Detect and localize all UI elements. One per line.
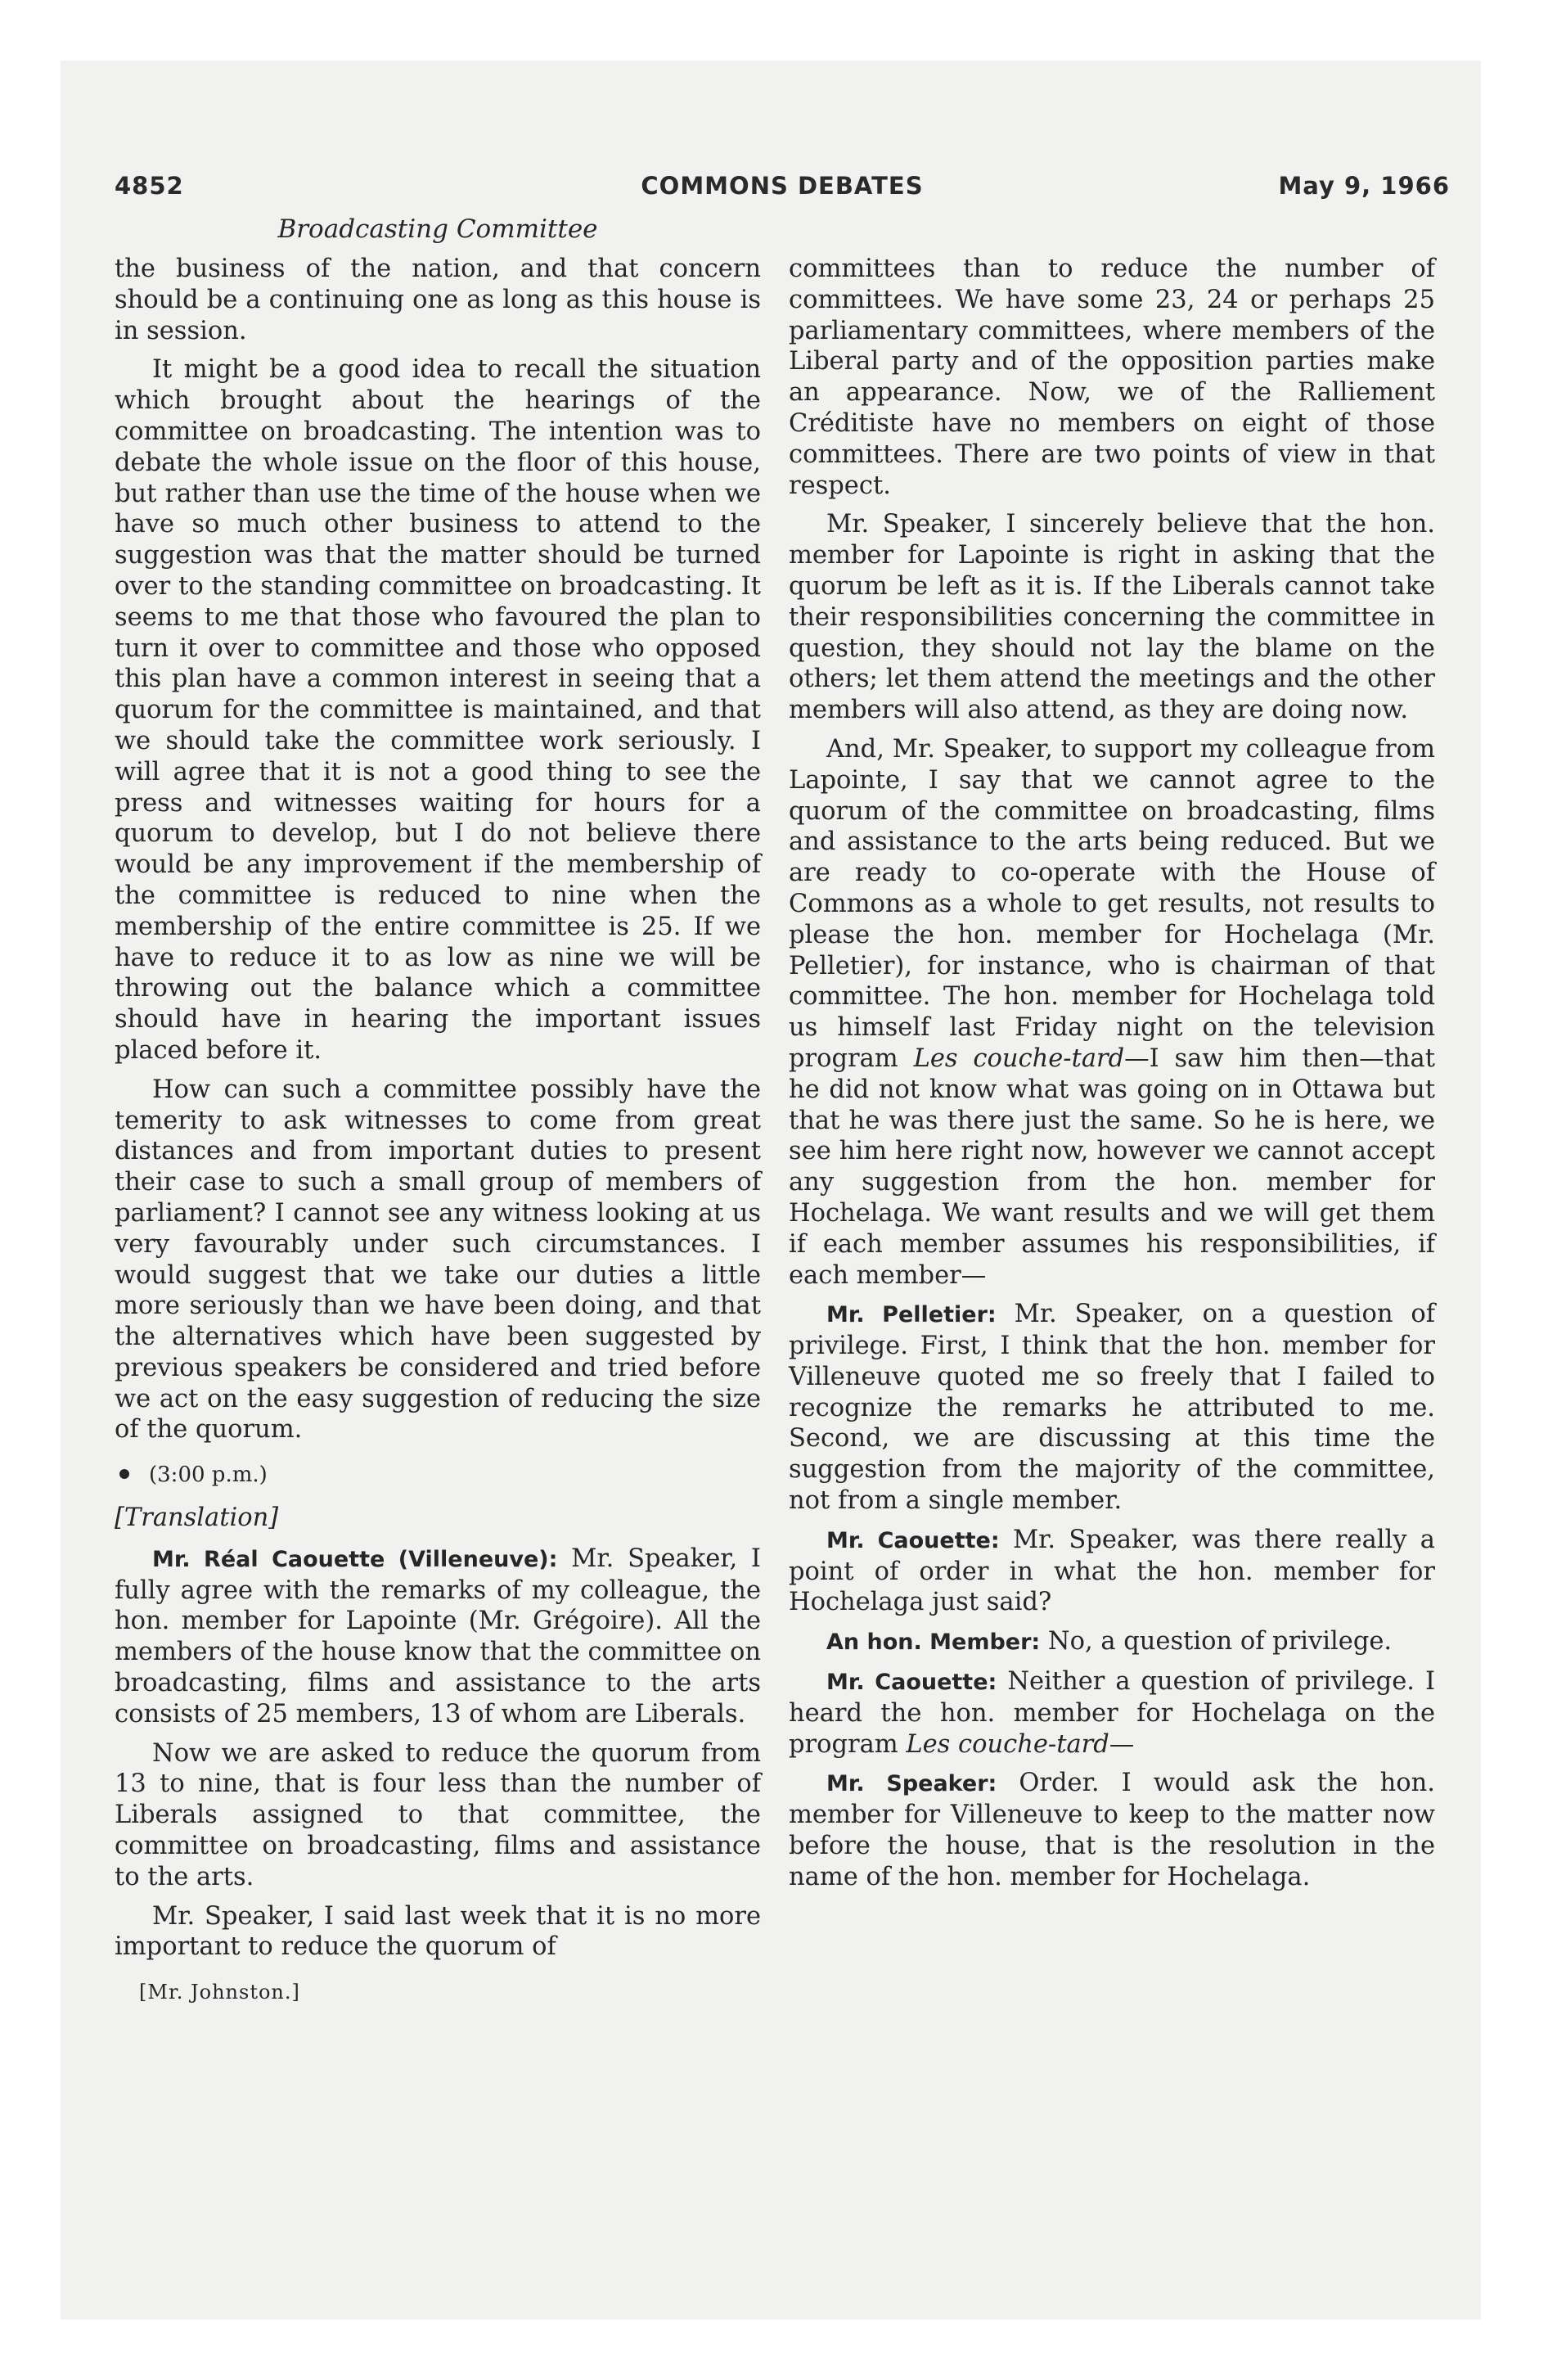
speech-text: Neither a question of privilege. I heard the hon. member for Hochelaga on the program	[789, 1667, 1435, 1759]
speech-text: No, a question of privilege.	[1040, 1627, 1393, 1657]
speaker-name: Mr. Speaker:	[826, 1771, 997, 1797]
program-title: Les couche-tard	[913, 1044, 1125, 1073]
speaker-signature: [Mr. Johnston.]	[139, 1981, 300, 2004]
speech-text: Order. I would ask the hon. member for Villeneuve to keep to the matter now before the house, that is the resolution in the name of the hon. member for Hochelaga.	[789, 1769, 1435, 1891]
speaker-name: Mr. Réal Caouette (Villeneuve):	[152, 1546, 558, 1572]
speech-text: Mr. Speaker, on a question of privilege. First, I think that the hon. member for Villeneuve quoted me so freely that I failed to recognize the remarks he attributed to me. Second, we are discussing at this time the suggestion from the majority of the committee, not from a single member.	[789, 1300, 1436, 1516]
left-column	[115, 254, 761, 2008]
bullet-icon	[119, 1469, 129, 1479]
running-title: Broadcasting Committee	[277, 214, 598, 244]
paragraph	[789, 1525, 1435, 1618]
paragraph: Mr. Speaker, I said last week that it is no more important to reduce the quorum of	[115, 1901, 761, 1962]
speech-text: And, Mr. Speaker, to support my colleague from Lapointe, I say that we cannot agree to the quorum of the committee on broadcasting, films and assistance to the arts being reduced. But we are ready to co-operate with the House of Commons as a whole to get results, not results to please the hon. member for Hochelaga (Mr. Pelletier), for instance, who is chairman of that committee. The hon. member for Hochelaga told us himself last Friday night on the television program	[789, 734, 1435, 1073]
paragraph: How can such a committee possibly have the temerity to ask witnesses to come from great distances and from important duties to present their case to such a small group of members of parliament? I cannot see any witness looking at us very favourably under such circumstances. I would suggest that we take our duties a little more seriously than we have been doing, and that the alternatives which have been suggested by previous speakers be considered and tried before we act on the easy suggestion of reducing the size of the quorum.	[115, 1075, 761, 1445]
paragraph	[789, 1626, 1435, 1658]
speaker-name: Mr. Caouette:	[826, 1670, 997, 1696]
publication-title: COMMONS DEBATES	[641, 172, 924, 200]
speech-text: —	[1109, 1729, 1135, 1759]
speaker-name: Mr. Pelletier:	[826, 1302, 997, 1328]
publication-date: May 9, 1966	[1278, 172, 1450, 200]
paragraph	[789, 734, 1435, 1291]
speech-text: Mr. Speaker, I fully agree with the remarks of my colleague, the hon. member for Lapointe (Mr. Grégoire). All the members of the house know that the committee on broadcasting, films and assistance to the arts consists of 25 members, 13 of whom are Liberals.	[115, 1544, 761, 1729]
speaker-name: Mr. Caouette:	[826, 1527, 1000, 1553]
page-header	[115, 172, 1450, 205]
paragraph	[789, 1299, 1435, 1517]
timestamp	[115, 1460, 761, 1491]
speaker-name: An hon. Member:	[826, 1629, 1041, 1656]
page-number: 4852	[115, 172, 184, 200]
paragraph: committees than to reduce the number of committees. We have some 23, 24 or perhaps 25 parliamentary committees, where members of the Liberal party and of the opposition parties make an appearance. Now, we of the Ralliement Créditiste have no members on eight of those committees. There are two points of view in that respect.	[789, 255, 1435, 500]
right-column	[789, 254, 1435, 1901]
paragraph: Now we are asked to reduce the quorum from 13 to nine, that is four less than the number of Liberals assigned to that committee, the committee on broadcasting, films and assistance to the arts.	[115, 1738, 761, 1891]
program-title: Les couche-tard	[906, 1729, 1109, 1759]
paragraph	[115, 1544, 761, 1730]
document-page	[115, 172, 1450, 2210]
paragraph: Mr. Speaker, I sincerely believe that the hon. member for Lapointe is right in asking that the quorum be left as it is. If the Liberals cannot take their responsibilities concerning the committee in question, they should not lay the blame on the others; let them attend the meetings and the other members will also attend, as they are doing now.	[789, 510, 1435, 725]
paragraph	[789, 1768, 1435, 1892]
translation-marker: [Translation]	[115, 1503, 279, 1533]
paragraph: the business of the nation, and that concern should be a continuing one as long as this house is in session.	[115, 255, 761, 345]
paragraph: It might be a good idea to recall the situation which brought about the hearings of the committee on broadcasting. The intention was to debate the whole issue on the floor of this house, but rather than use the time of the house when we have so much other business to attend to the suggestion was that the matter should be turned over to the standing committee on broadcasting. It seems to me that those who favoured the plan to turn it over to committee and those who opposed this plan have a common interest in seeing that a quorum for the committee is maintained, and that we should take the committee work seriously. I will agree that it is not a good thing to see the press and witnesses waiting for hours for a quorum to develop, but I do not believe there would be any improvement if the membership of the committee is reduced to nine when the membership of the entire committee is 25. If we have to reduce it to as low as nine we will be throwing out the balance which a committee should have in hearing the important issues placed before it.	[115, 355, 761, 1065]
timestamp-text: (3:00 p.m.)	[149, 1463, 268, 1488]
speech-text: —I saw him then—that he did not know what was going on in Ottawa but that he was there just the same. So he is here, we see him here right now, however we cannot accept any suggestion from the hon. member for Hochelaga. We want results and we will get them if each member assumes his responsibilities, if each member—	[789, 1044, 1435, 1290]
paragraph	[789, 1666, 1435, 1760]
speech-text: Mr. Speaker, was there really a point of order in what the hon. member for Hochelaga just said?	[789, 1525, 1435, 1617]
